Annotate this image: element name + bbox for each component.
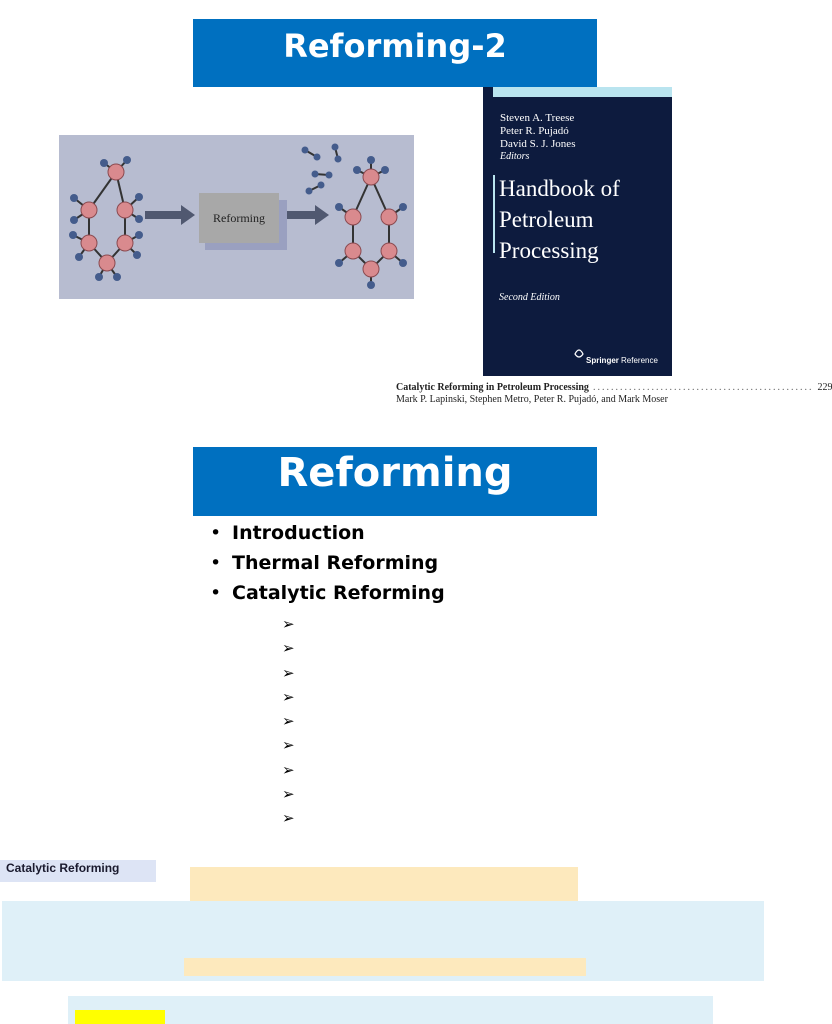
toc-page-number: 229 xyxy=(817,382,832,393)
book-editors-label: Editors xyxy=(500,151,530,162)
arrow-bullet-icon: ➢ xyxy=(282,639,295,658)
arrow-bullet-icon: ➢ xyxy=(282,736,295,755)
toc-authors: Mark P. Lapinski, Stephen Metro, Peter R. Pujadó, and Mark Moser xyxy=(396,394,668,405)
arrow-bullet-icon: ➢ xyxy=(282,785,295,804)
arrow-bullet-icon: ➢ xyxy=(282,663,295,682)
arrow-bullet-icon: ➢ xyxy=(282,615,295,633)
bullet-item: • Catalytic Reforming xyxy=(210,579,445,609)
book-title-line-1: Handbook of xyxy=(499,176,620,201)
yellow-highlight xyxy=(75,1010,165,1024)
bullet-dot-icon: • xyxy=(210,552,222,574)
book-publisher: Springer xyxy=(586,356,619,365)
book-editor-3: David S. J. Jones xyxy=(500,138,576,150)
book-editor-2: Peter R. Pujadó xyxy=(500,125,569,137)
slide-title-reforming-2: Reforming-2 xyxy=(193,19,597,87)
bullet-dot-icon: • xyxy=(210,582,222,604)
toc-chapter-title: Catalytic Reforming in Petroleum Processing xyxy=(396,382,589,393)
arrow-bullet-icon: ➢ xyxy=(282,760,295,779)
book-publisher-suffix: Reference xyxy=(621,356,658,365)
book-edition: Second Edition xyxy=(499,292,560,303)
book-title-line-2: Petroleum xyxy=(499,207,594,232)
toc-entry xyxy=(396,382,832,406)
handbook-cover xyxy=(483,87,672,376)
catalytic-reforming-label: Catalytic Reforming xyxy=(0,860,156,882)
bullet-dot-icon: • xyxy=(210,522,222,544)
slide-title-reforming: Reforming xyxy=(193,447,597,516)
bullet-item: • Introduction xyxy=(210,519,445,549)
reforming-diagram xyxy=(59,135,414,299)
bullet-item: • Thermal Reforming xyxy=(210,549,445,579)
book-title-line-3: Processing xyxy=(499,238,599,263)
arrow-bullet-icon: ➢ xyxy=(282,687,295,706)
highlight-box xyxy=(190,867,578,901)
book-editor-1: Steven A. Treese xyxy=(500,112,575,124)
arrow-bullet-icon: ➢ xyxy=(282,712,295,731)
highlight-box xyxy=(184,958,586,976)
sub-bullet-list xyxy=(282,612,295,831)
reforming-box-label: Reforming xyxy=(213,211,265,225)
arrow-bullet-icon: ➢ xyxy=(282,809,295,828)
toc-leader: ................................................. xyxy=(592,382,814,393)
bullet-list xyxy=(210,519,445,609)
